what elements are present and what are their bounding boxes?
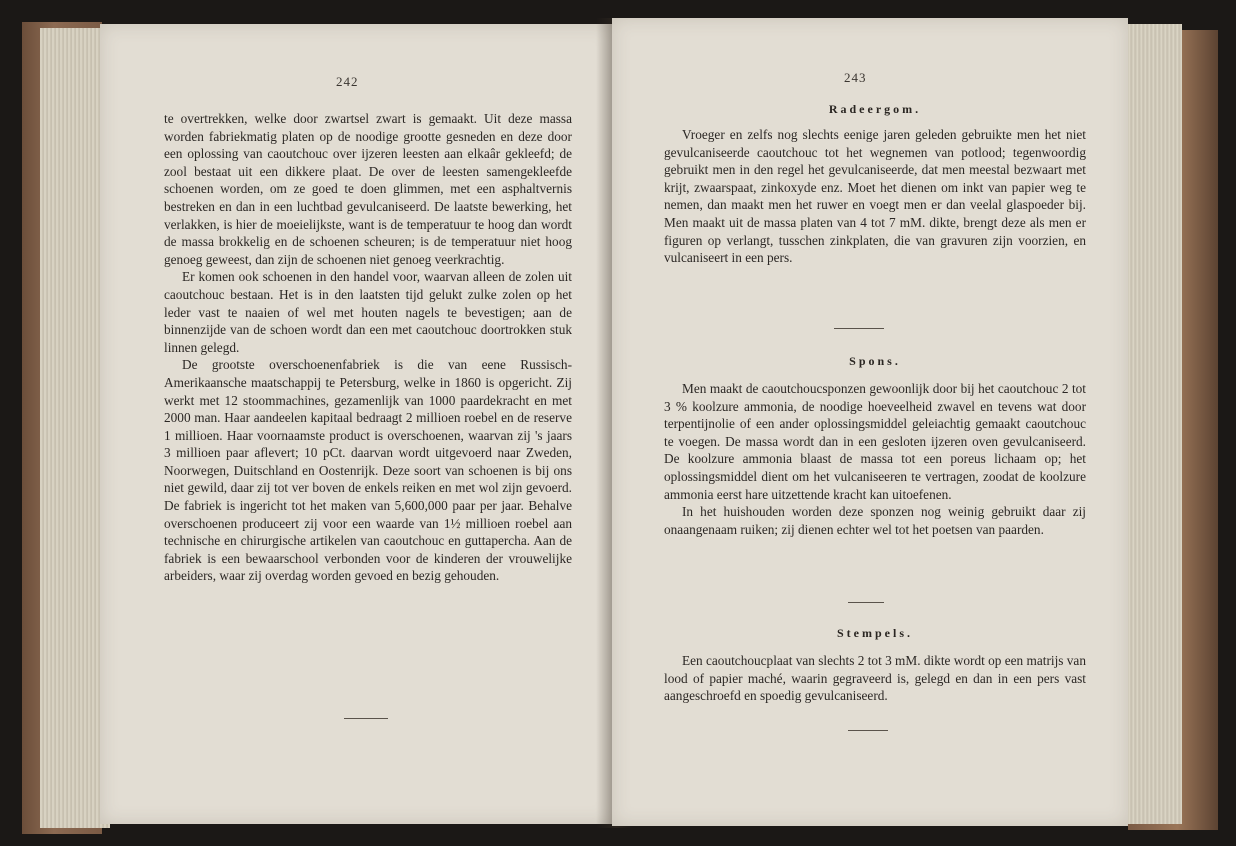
section-text-radeergom bbox=[664, 126, 1086, 267]
paragraph: De grootste overschoenenfabriek is die van eene Russisch-Amerikaansche maatschappij te Petersburg, welke in 1860 is opgericht. Zij werkt met 12 stoommachines, gezamenlijk van 1000 paardekracht en met 2000 man. Haar aandeelen kapitaal bedraagt 2 millioen roebel en de reserve 1 millioen. Haar voornaamste product is overschoenen, waarvan zij 's jaars 3 millioen paar aflevert; 10 pCt. daarvan wordt uitgevoerd naar Zweden, Noorwegen, Duitschland en Oostenrijk. Deze soort van schoenen is bij ons niet gewild, daar zij tot ver boven de enkels reiken en met wol zijn gevoerd. De fabriek is ingericht tot het maken van 5,600,000 paar per jaar. Behalve overschoenen produceert zij voor een waarde van 1½ millioen roebel aan technische en chirurgische artikelen van caoutchouc en guttapercha. Aan de fabriek is een bewaarschool verbonden voor de kinderen der vrouwelijke arbeiders, waar zij overdag worden gevoed en bezig gehouden. bbox=[164, 357, 572, 584]
page-number-right: 243 bbox=[844, 70, 867, 85]
section-divider bbox=[848, 602, 884, 603]
section-divider bbox=[834, 328, 884, 329]
left-page-text bbox=[164, 110, 572, 585]
paragraph: te overtrekken, welke door zwartsel zwart is gemaakt. Uit deze massa worden fabriekmatig platen op de noodige grootte gesneden en deze door een oplossing van caoutchouc over ijzeren leesten aan elkaâr gekleefd; de zool bestaat uit een dikkere plaat. De over de leesten samengekleefde schoenen worden, om ze goed te doen glimmen, met een asphaltvernis bestreken en dan in een luchtbad gevulcaniseerd. De laatste bewerking, het verlakken, is hier de moeielijkste, want is de temperatuur te hoog dan wordt de massa brokkelig en de schoenen scheuren; is de temperatuur niet hoog genoeg geweest, dan zijn de schoenen niet genoeg veerkrachtig. bbox=[164, 111, 572, 267]
section-divider bbox=[848, 730, 888, 731]
page-edges-right bbox=[1120, 24, 1182, 824]
section-text-spons bbox=[664, 380, 1086, 538]
section-text-stempels bbox=[664, 652, 1086, 705]
section-heading-radeergom: Radeergom. bbox=[828, 102, 922, 116]
paragraph: Er komen ook schoenen in den handel voor, waarvan alleen de zolen uit caoutchouc bestaan. Het is in den laatsten tijd gelukt zulke zolen op het leder vast te naaien of wel met houten nagels te bevestigen; aan de binnenzijde van de schoen wordt dan een met caoutchouc doortrokken stuk linnen gelegd. bbox=[164, 269, 572, 355]
section-heading-spons: Spons. bbox=[849, 354, 901, 368]
paragraph: Men maakt de caoutchoucsponzen gewoonlijk door bij het caoutchouc 2 tot 3 % koolzure ammonia, de noodige hoeveelheid zwavel en tevens wat door terpentijnolie of een ander oplossingsmiddel geleiachtig gemaakt caoutchouc te voegen. De massa wordt dan in een gesloten ijzeren oven gevulcaniseerd. De koolzure ammonia blaast de massa tot een poreus lichaam op; het oplossingsmiddel dient om het vulcaniseeren te vertragen, zoodat de koolzure ammonia eerst hare uitzettende kracht kan uitoefenen. bbox=[664, 381, 1086, 502]
left-page bbox=[100, 24, 614, 824]
section-heading-stempels: Stempels. bbox=[837, 626, 913, 640]
right-page bbox=[612, 18, 1128, 826]
paragraph: Een caoutchoucplaat van slechts 2 tot 3 mM. dikte wordt op een matrijs van lood of papier maché, waarin gegraveerd is, gelegd en dan in een pers vast aangeschroefd en spoedig gevulcaniseerd. bbox=[664, 653, 1086, 704]
paragraph: Vroeger en zelfs nog slechts eenige jaren geleden gebruikte men het niet gevulcaniseerde caoutchouc tot het wegnemen van potlood; tegenwoordig gebruikt men in den regel het gevulcaniseerde, dat men meestal bezwaart met krijt, zwaarspaat, zinkoxyde enz. Moet het dienen om inkt van papier weg te nemen, dan maakt men het ruwer en voegt men er dan veelal glaspoeder bij. Men maakt uit de massa platen van 4 tot 7 mM. dikte, brengt deze als men er figuren op verlangt, tusschen zinkplaten, die van gravuren zijn voorzien, en vulcaniseert in een pers. bbox=[664, 127, 1086, 266]
paragraph: In het huishouden worden deze sponzen nog weinig gebruikt daar zij onaangenaam ruiken; zij dienen echter wel tot het poetsen van paarden. bbox=[664, 504, 1086, 537]
page-number-left: 242 bbox=[336, 74, 359, 89]
section-divider bbox=[344, 718, 388, 719]
